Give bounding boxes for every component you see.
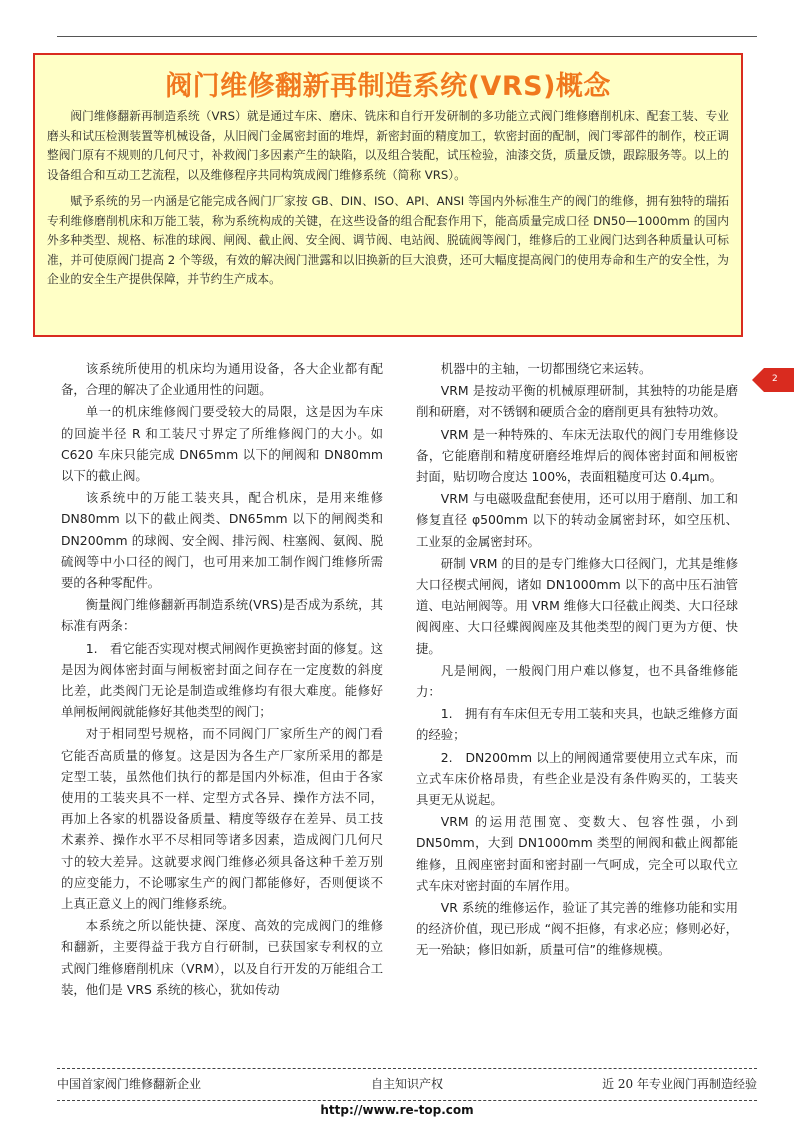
footer-rule-top	[57, 1068, 757, 1069]
body-paragraph: 单一的机床维修阀门要受较大的局限，这是因为车床的回旋半径 R 和工装尺寸界定了所维修阀门的大小。如 C620 车床只能完成 DN65mm 以下的闸阀和 DN80mm 以下的截止阀。	[61, 404, 383, 484]
body-paragraph: VRM 的运用范围宽、变数大、包容性强，小到 DN50mm，大到 DN1000mm 类型的闸阀和截止阀都能维修，且阀座密封面和密封副一气呵成，完全可以取代立式车床对密封面的车屑作用。	[416, 814, 738, 893]
body-paragraph: 2. DN200mm 以上的闸阀通常要使用立式车床，而立式车床价格昂贵，有些企业是没有条件购买的，工装夹具更无从说起。	[416, 749, 738, 808]
body-paragraph: 衡量阀门维修翻新再制造系统(VRS)是否成为系统，其标准有两条：	[61, 597, 383, 634]
concept-box	[33, 53, 743, 337]
body-paragraph: 本系统之所以能快捷、深度、高效的完成阀门的维修和翻新，主要得益于我方自行研制，已获国家专利权的立式阀门维修磨削机床（VRM），以及自行开发的万能组合工装，他们是 VRS 系统的核心，犹如传动	[61, 918, 383, 997]
footer-slogan-middle: 自主知识产权	[370, 1077, 443, 1091]
page-title: 阀门维修翻新再制造系统(VRS)概念	[165, 71, 611, 102]
body-paragraph: 该系统所使用的机床均为通用设备，各大企业都有配备，合理的解决了企业通用性的问题。	[61, 361, 383, 398]
concept-paragraph: 赋予系统的另一内涵是它能完成各阀门厂家按 GB、DIN、ISO、API、ANSI 等国内外标准生产的阀门的维修，拥有独特的瑞拓专利维修磨削机床和万能工装，称为系统构成的关键，在这些设备的组合配套作用下，能高质量完成口径 DN50—1000mm 的国内外多种类型、规格、标准的球阀、闸阀、截止阀、安全阀、调节阀、电站阀、脱硫阀等阀门，维修后的工业阀门达到各种质量认可标准，并可使原阀门提高 2 个等级，有效的解决阀门泄露和以旧换新的巨大浪费，还可大幅度提高阀门的使用寿命和生产的安全性，为企业的安全生产提供保障，并节约生产成本。	[47, 194, 729, 286]
website-link[interactable]: http://www.re-top.com	[320, 1103, 474, 1117]
body-paragraph: VRM 与电磁吸盘配套使用，还可以用于磨削、加工和修复直径 φ500mm 以下的转动金属密封环，如空压机、工业泵的金属密封环。	[416, 491, 738, 549]
header-rule	[57, 36, 757, 37]
body-paragraph: VRM 是按动平衡的机械原理研制，其独特的功能是磨削和研磨，对不锈钢和硬质合金的磨削更具有独特功效。	[416, 383, 738, 420]
footer	[57, 1075, 757, 1095]
page-number: 2	[772, 374, 778, 384]
body-paragraph: 1. 拥有有车床但无专用工装和夹具，也缺乏维修方面的经验；	[416, 706, 738, 743]
left-column	[61, 358, 383, 1000]
body-paragraph: 机器中的主轴，一切都围绕它来运转。	[440, 361, 652, 376]
body-paragraph: 1. 看它能否实现对楔式闸阀作更换密封面的修复。这是因为阀体密封面与闸板密封面之间存在一定度数的斜度比差，此类阀门无论是制造或维修均有很大难度。能修好单闸板闸阀就能修好其他类型的阀门；	[61, 640, 383, 720]
footer-rule-bottom	[57, 1100, 757, 1101]
body-paragraph: 该系统中的万能工装夹具，配合机床，是用来维修 DN80mm 以下的截止阀类、DN65mm 以下的闸阀类和 DN200mm 的球阀、安全阀、排污阀、柱塞阀、氨阀、脱硫阀等中小口径的阀门，也可用来加工制作阀门维修所需要的各种零配件。	[61, 490, 383, 591]
body-paragraph: VRM 是一种特殊的、车床无法取代的阀门专用维修设备，它能磨削和精度研磨经堆焊后的阀体密封面和闸板密封面，贴切吻合度达 100%，表面粗糙度可达 0.4μm。	[416, 426, 738, 485]
right-column	[416, 358, 738, 961]
footer-slogan-left: 中国首家阀门维修翻新企业	[57, 1077, 202, 1091]
footer-slogan-right: 近 20 年专业阀门再制造经验	[602, 1077, 757, 1091]
concept-paragraph: 阀门维修翻新再制造系统（VRS）就是通过车床、磨床、铣床和自行开发研制的多功能立式阀门维修磨削机床、配套工装、专业磨头和试压检测装置等机械设备，从旧阀门金属密封面的堆焊，新密封面的精度加工，软密封面的配制，阀门零部件的制作，校正调整阀门原有不规则的几何尺寸，补救阀门多因素产生的缺陷，以及组合装配，试压检验，油漆交货，质量反馈，跟踪服务等。以上的设备组合和互动工艺流程，以及维修程序共同构筑成阀门维修系统（简称 VRS）。	[47, 109, 729, 182]
body-paragraph: 凡是闸阀，一般阀门用户难以修复，也不具备维修能力：	[416, 662, 738, 700]
body-paragraph: 对于相同型号规格，而不同阀门厂家所生产的阀门看它能否高质量的修复。这是因为各生产厂家所采用的都是定型工装，虽然他们执行的都是国内外标准，但由于各家使用的工装夹具不一样、定型方式各异、操作方法不同，再加上各家的机器设备质量、精度等级存在差异、员工技术素养、操作水平不尽相同等诸多因素，造成阀门几何尺寸的较大差异。这就要求阀门维修必须具备这种千差万别的应变能力，不论哪家生产的阀门都能修好，否则便谈不上真正意义上的阀门维修系统。	[61, 726, 383, 912]
body-paragraph: 研制 VRM 的目的是专门维修大口径阀门，尤其是维修大口径楔式闸阀，诸如 DN1000mm 以下的高中压石油管道、电站闸阀等。用 VRM 维修大口径截止阀类、大口径球阀阀座、大口径蝶阀阀座及其他类型的阀门更为方便、快捷。	[416, 555, 738, 656]
body-paragraph: VR 系统的维修运作，验证了其完善的维修功能和实用的经济价值，现已形成 “阀不拒修，有求必应；修则必好，无一殆缺；修旧如新，质量可信”的维修规模。	[416, 900, 738, 958]
